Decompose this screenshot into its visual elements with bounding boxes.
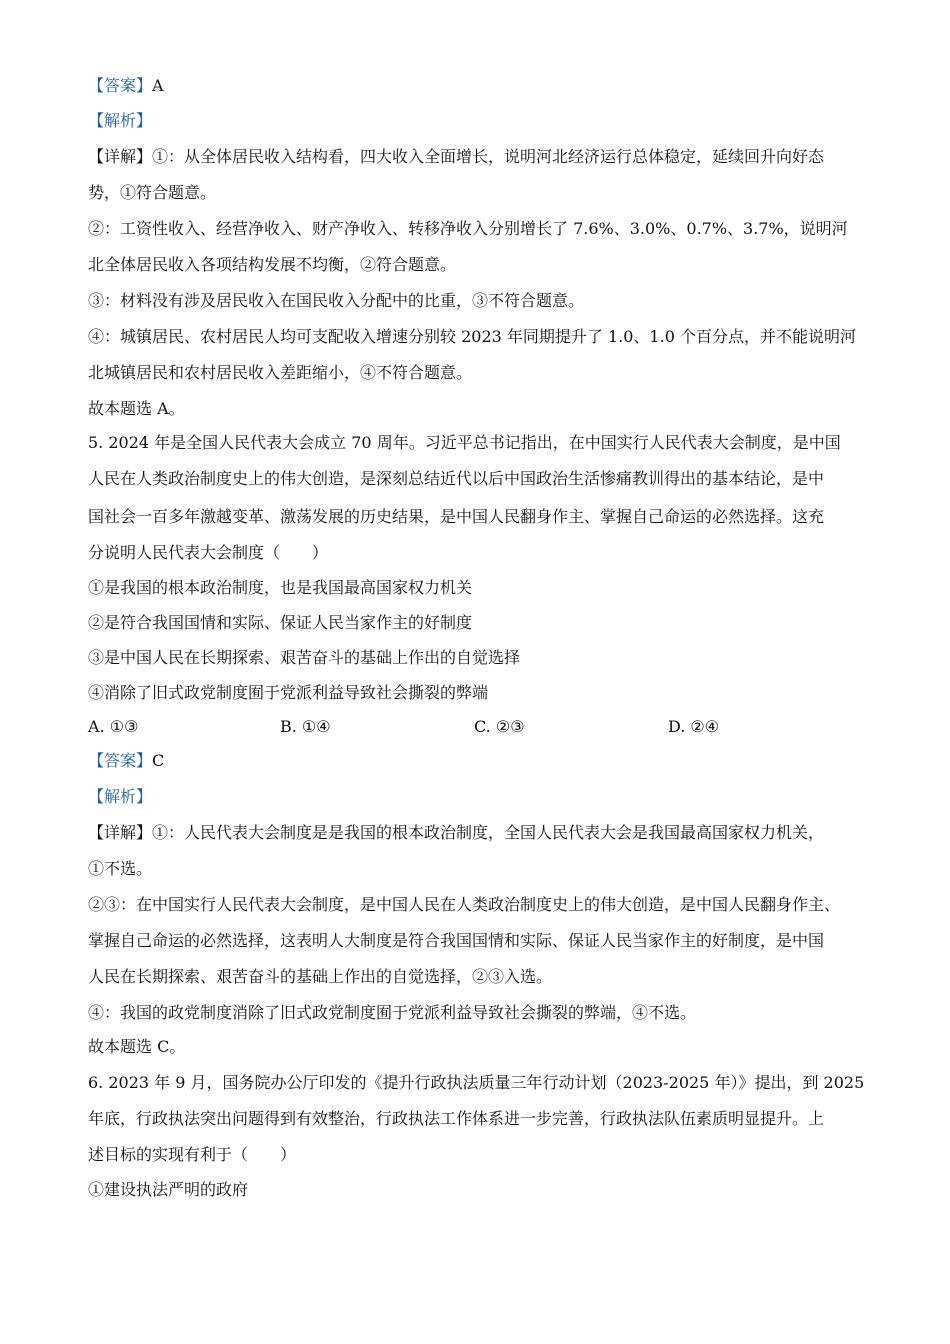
q6-stem-line-1: 6. 2023 年 9 月，国务院办公厅印发的《提升行政执法质量三年行动计划（2023-2025 年）》提出，到 2025 bbox=[88, 1073, 865, 1092]
answer-tag: 【答案】 bbox=[88, 751, 153, 770]
q5-stem-line-4: 分说明人民代表大会制度（ ） bbox=[88, 543, 329, 562]
q6-stem-line-2: 年底，行政执法突出问题得到有效整治，行政执法工作体系进一步完善，行政执法队伍素质明显提升。上 bbox=[88, 1109, 825, 1128]
q4-detail-line-5: ③：材料没有涉及居民收入在国民收入分配中的比重，③不符合题意。 bbox=[88, 291, 585, 310]
q5-detail-line-4: 掌握自己命运的必然选择，这表明人大制度是符合我国国情和实际、保证人民当家作主的好制度，是中国 bbox=[88, 931, 825, 950]
q4-detail-line-3: ②：工资性收入、经营净收入、财产净收入、转移净收入分别增长了 7.6%、3.0%、0.7%、3.7%，说明河 bbox=[88, 219, 848, 238]
q5-stem-line-1: 5. 2024 年是全国人民代表大会成立 70 周年。习近平总书记指出，在中国实行人民代表大会制度，是中国 bbox=[88, 433, 841, 452]
q4-analysis-tag: 【解析】 bbox=[88, 111, 153, 130]
q4-detail-line-4: 北全体居民收入各项结构发展不均衡，②符合题意。 bbox=[88, 255, 457, 274]
answer-value: C bbox=[152, 751, 165, 770]
q5-conclusion: 故本题选 C。 bbox=[88, 1037, 186, 1056]
q5-option-a: A. ①③ bbox=[88, 717, 139, 736]
q4-detail-line-6: ④：城镇居民、农村居民人均可支配收入增速分别较 2023 年同期提升了 1.0、1.0 个百分点，并不能说明河 bbox=[88, 327, 856, 346]
q6-item-1: ①建设执法严明的政府 bbox=[88, 1180, 249, 1199]
q5-detail-line-6: ④：我国的政党制度消除了旧式政党制度囿于党派利益导致社会撕裂的弊端，④不选。 bbox=[88, 1003, 697, 1022]
q5-item-4: ④消除了旧式政党制度囿于党派利益导致社会撕裂的弊端 bbox=[88, 683, 489, 702]
q5-option-b: B. ①④ bbox=[280, 717, 331, 736]
q5-option-c: C. ②③ bbox=[474, 717, 525, 736]
q4-answer bbox=[88, 75, 890, 97]
q4-conclusion: 故本题选 A。 bbox=[88, 399, 185, 418]
q5-item-1: ①是我国的根本政治制度，也是我国最高国家权力机关 bbox=[88, 578, 473, 597]
q5-detail-line-3: ②③：在中国实行人民代表大会制度，是中国人民在人类政治制度史上的伟大创造，是中国人民翻身作主、 bbox=[88, 895, 841, 914]
q5-detail-line-2: ①不选。 bbox=[88, 859, 153, 878]
q5-option-d: D. ②④ bbox=[668, 717, 720, 736]
q5-detail-line-5: 人民在长期探索、艰苦奋斗的基础上作出的自觉选择，②③入选。 bbox=[88, 967, 553, 986]
q5-answer bbox=[88, 750, 890, 772]
q5-stem-line-3: 国社会一百多年激越变革、激荡发展的历史结果，是中国人民翻身作主、掌握自己命运的必然选择。这充 bbox=[88, 507, 825, 526]
q5-item-3: ③是中国人民在长期探索、艰苦奋斗的基础上作出的自觉选择 bbox=[88, 648, 521, 667]
q4-detail-line-2: 势，①符合题意。 bbox=[88, 183, 217, 202]
q4-detail-line-1: 【详解】①：从全体居民收入结构看，四大收入全面增长，说明河北经济运行总体稳定，延续回升向好态 bbox=[88, 147, 825, 166]
q5-stem-line-2: 人民在人类政治制度史上的伟大创造，是深刻总结近代以后中国政治生活惨痛教训得出的基本结论，是中 bbox=[88, 469, 825, 488]
answer-value: A bbox=[152, 76, 164, 95]
q6-stem-line-3: 述目标的实现有利于（ ） bbox=[88, 1145, 297, 1164]
answer-tag: 【答案】 bbox=[88, 76, 153, 95]
q5-item-2: ②是符合我国国情和实际、保证人民当家作主的好制度 bbox=[88, 613, 473, 632]
q5-analysis-tag: 【解析】 bbox=[88, 787, 153, 806]
q5-detail-line-1: 【详解】①：人民代表大会制度是是我国的根本政治制度，全国人民代表大会是我国最高国家权力机关， bbox=[88, 823, 825, 842]
q4-detail-line-7: 北城镇居民和农村居民收入差距缩小，④不符合题意。 bbox=[88, 363, 473, 382]
